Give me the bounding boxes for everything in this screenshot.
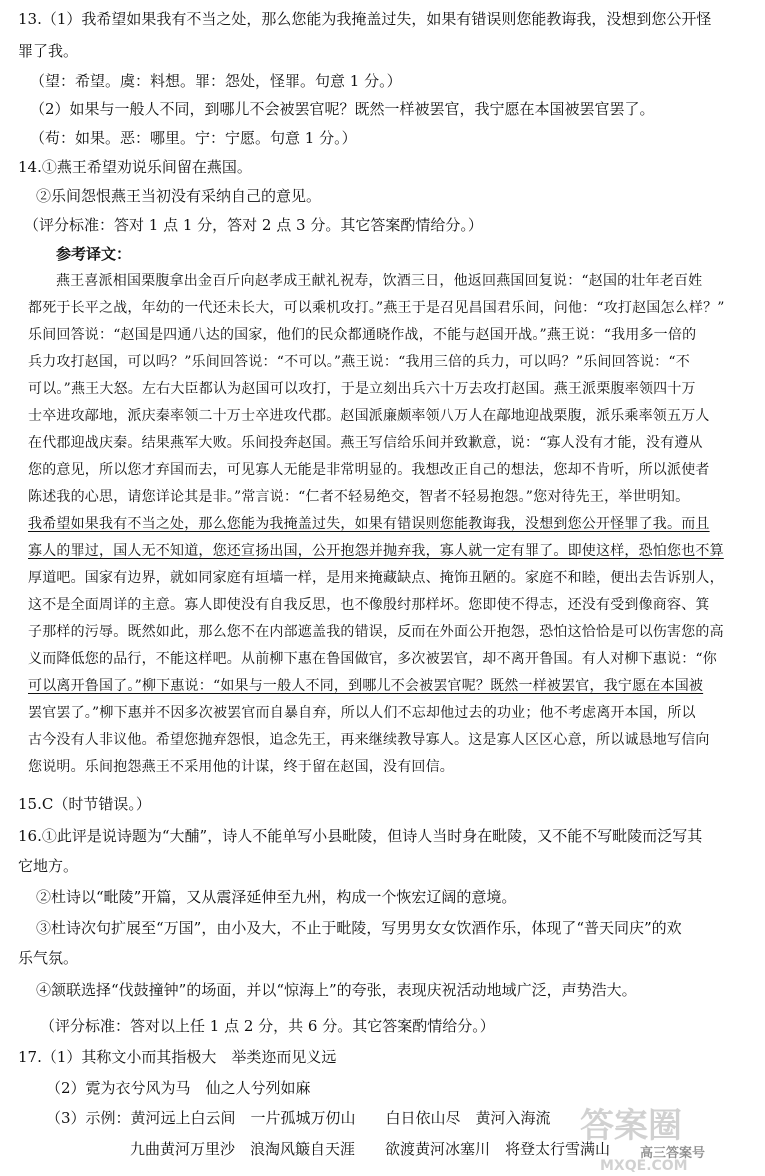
q13-note-2: （苟：如果。恶：哪里。宁：宁愿。句意 1 分。） [30, 129, 357, 147]
q17-line-4: 九曲黄河万里沙 浪淘风簸自天涯 欲渡黄河冰塞川 将登太行雪满山 [130, 1140, 611, 1158]
q13-line-1: 13.（1）我希望如果我有不当之处，那么您能为我掩盖过失，如果有错误则您能教诲我，没想到您公开怪 [18, 10, 712, 28]
q16-line-2: 它地方。 [18, 857, 79, 875]
q17-line-1: 17.（1）其称文小而其指极大 举类迩而见义远 [18, 1048, 337, 1066]
translation-line: 寡人的罪过，国人无不知道，您还宣扬出国，公开抱怨并抛弃我，寡人就一定有罪了。即使这样，恐怕您也不算 [28, 543, 724, 559]
q17-line-2: （2）霓为衣兮风为马 仙之人兮列如麻 [46, 1079, 311, 1097]
watermark-account: 高三答案号 [640, 1146, 706, 1161]
q16-line-4: ③杜诗次句扩展至“万国”，由小及大，不止于毗陵，写男男女女饮酒作乐，体现了“普天同庆”的欢 [36, 919, 682, 937]
q13-line-3: （2）如果与一般人不同，到哪儿不会被罢官呢？既然一样被罢官，我宁愿在本国被罢官罢了。 [30, 100, 655, 118]
q13-note-1: （望：希望。虞：料想。罪：怨处，怪罪。句意 1 分。） [30, 72, 402, 90]
q16-line-5: 乐气氛。 [18, 949, 79, 967]
q14-scoring-note: （评分标准：答对 1 点 1 分，答对 2 点 3 分。其它答案酌情给分。） [24, 216, 483, 234]
translation-line: 可以。”燕王大怒。左右大臣都认为赵国可以攻打，于是立刻出兵六十万去攻打赵国。燕王派栗腹率领四十万 [28, 381, 696, 397]
q17-line-3: （3）示例：黄河远上白云间 一片孤城万仞山 白日依山尽 黄河入海流 [46, 1109, 551, 1127]
q13-line-2: 罪了我。 [18, 42, 79, 60]
q15-line-1: 15.C（时节错误。） [18, 795, 151, 813]
q16-line-3: ②杜诗以“毗陵”开篇，又从震泽延伸至九州，构成一个恢宏辽阔的意境。 [36, 888, 517, 906]
translation-line: 子那样的污辱。既然如此，那么您不在内部遮盖我的错误，反而在外面公开抱怨，恐怕这恰恰是可以伤害您的高 [28, 624, 724, 640]
q16-line-1: 16.①此评是说诗题为“大酺”，诗人不能单写小县毗陵，但诗人当时身在毗陵，又不能不写毗陵而泛写其 [18, 827, 703, 845]
translation-heading: 参考译文： [56, 245, 132, 263]
translation-line: 这不是全面周详的主意。寡人即使没有自我反思，也不像殷纣那样坏。您即使不得志，还没有受到像商容、箕 [28, 597, 710, 613]
translation-line: 乐间回答说：“赵国是四通八达的国家，他们的民众都通晓作战，不能与赵国开战。”燕王说：“我用多一倍的 [28, 327, 697, 343]
translation-line: 陈述我的心思，请您详论其是非。”常言说：“仁者不轻易绝交，智者不轻易抱怨。”您对待先王，举世明知。 [28, 489, 690, 505]
translation-line: 您说明。乐间抱怨燕王不采用他的计谋，终于留在赵国，没有回信。 [28, 759, 454, 775]
translation-line-underlined: 我希望如果我有不当之处，那么您能为我掩盖过失，如果有错误则您能教诲我，没想到您公开怪罪了我。而且 [28, 516, 710, 532]
translation-line-underlined: 可以离开鲁国了。”柳下惠说：“如果与一般人不同，到哪儿不会被罢官呢？既然一样被罢官，我宁愿在本国被 [28, 678, 704, 694]
translation-line: 在代郡迎战庆秦。结果燕军大败。乐间投奔赵国。燕王写信给乐间并致歉意，说：“寡人没有才能，没有遵从 [28, 435, 703, 451]
translation-line: 古今没有人非议他。希望您抛弃怨恨，追念先王，再来继续教导寡人。这是寡人区区心意，所以诚恳地写信向 [28, 732, 710, 748]
watermark-brand: 答案圈 [580, 1106, 682, 1146]
translation-line: 义而降低您的品行，不能这样吧。从前柳下惠在鲁国做官，多次被罢官，却不离开鲁国。有人对柳下惠说：“你 [28, 651, 717, 667]
translation-line: 士卒进攻鄗地，派庆秦率领二十万士卒进攻代郡。赵国派廉颇率领八万人在鄗地迎战栗腹，派乐乘率领五万人 [28, 408, 710, 424]
translation-line: 您的意见，所以您才弃国而去，可见寡人无能是非常明显的。我想改正自己的想法，您却不肯听，所以派使者 [28, 462, 710, 478]
translation-line: 燕王喜派相国栗腹拿出金百斤向赵孝成王献礼祝寿，饮酒三日，他返回燕国回复说：“赵国的壮年老百姓 [56, 273, 703, 289]
translation-line: 兵力攻打赵国，可以吗？”乐间回答说：“不可以。”燕王说：“我用三倍的兵力，可以吗？”乐间回答说：“不 [28, 354, 690, 370]
q16-line-6: ④颔联选择“伐鼓撞钟”的场面，并以“惊海上”的夸张，表现庆祝活动地域广泛，声势浩大。 [36, 981, 637, 999]
translation-line: 罢官罢了。”柳下惠并不因多次被罢官而自暴自弃，所以人们不忘却他过去的功业；他不考虑离开本国，所以 [28, 705, 696, 721]
q14-line-1: 14.①燕王希望劝说乐间留在燕国。 [18, 158, 252, 176]
q14-line-2: ②乐间怨恨燕王当初没有采纳自己的意见。 [36, 187, 322, 205]
translation-line: 厚道吧。国家有边界，就如同家庭有垣墙一样，是用来掩藏缺点、掩饰丑陋的。家庭不和睦，便出去告诉别人， [28, 570, 724, 586]
watermark-site: MXQE.COM [600, 1158, 688, 1174]
q16-scoring-note: （评分标准：答对以上任 1 点 2 分，共 6 分。其它答案酌情给分。） [40, 1017, 495, 1035]
translation-line: 都死于长平之战，年幼的一代还未长大，可以乘机攻打。”燕王于是召见昌国君乐间，问他：“攻打赵国怎么样？” [28, 300, 725, 316]
